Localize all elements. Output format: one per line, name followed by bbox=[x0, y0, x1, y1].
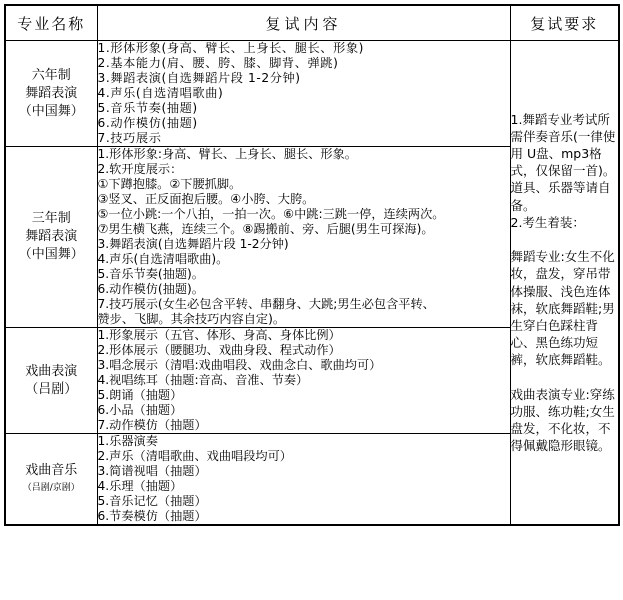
exam-table bbox=[4, 4, 620, 526]
content-item: 6.动作模仿(抽题) bbox=[97, 116, 198, 130]
major-name-line: 舞蹈表演 bbox=[25, 229, 78, 244]
content-cell bbox=[97, 147, 510, 328]
content-item: 6.小品（抽题） bbox=[97, 403, 183, 417]
content-item: 3.舞蹈表演(自选舞蹈片段 1-2分钟) bbox=[97, 71, 301, 85]
major-name-line: （中国舞） bbox=[18, 103, 84, 119]
content-item: 7.动作模仿（抽题） bbox=[97, 418, 207, 432]
content-item: 6.动作模仿(抽题)。 bbox=[97, 282, 204, 296]
content-item: 5.音乐记忆（抽题） bbox=[97, 494, 207, 508]
content-item: 赞步、飞脚。其余技巧内容自定)。 bbox=[97, 312, 286, 326]
content-cell bbox=[97, 434, 510, 526]
content-item: 4.乐理（抽题） bbox=[97, 479, 183, 493]
content-item: 1.形象展示（五官、体形、身高、身体比例） bbox=[97, 328, 341, 342]
content-item: 4.声乐(自选清唱歌曲) bbox=[97, 86, 224, 100]
content-item: 6.节奏模仿（抽题） bbox=[97, 509, 207, 523]
requirement-opera-attire: 戏曲表演专业:穿练功服、练功鞋;女生盘发，不化妆，不得佩戴隐形眼镜。 bbox=[510, 386, 615, 454]
header-requirements: 复试要求 bbox=[510, 5, 619, 41]
content-item: 1.形体形象(身高、臂长、上身长、腿长、形象) bbox=[97, 41, 364, 55]
major-cell bbox=[5, 41, 97, 147]
major-cell bbox=[5, 147, 97, 328]
content-item: 2.声乐（清唱歌曲、戏曲唱段均可） bbox=[97, 449, 292, 463]
requirement-dance-attire: 舞蹈专业:女生不化妆，盘发，穿吊带体操服、浅色连体袜，软底舞蹈鞋;男生穿白色踩柱背心、黑色练功短裤，软底舞蹈鞋。 bbox=[510, 249, 615, 368]
header-major: 专业名称 bbox=[5, 5, 97, 41]
content-item: 2.形体展示（腰腿功、戏曲身段、程式动作） bbox=[97, 343, 341, 357]
requirements-cell bbox=[510, 41, 619, 526]
major-cell bbox=[5, 328, 97, 434]
header-content: 复试内容 bbox=[97, 5, 510, 41]
content-item: 2.软开度展示： bbox=[97, 162, 183, 176]
content-item: 5.音乐节奏(抽题) bbox=[97, 101, 198, 115]
content-cell bbox=[97, 328, 510, 434]
major-cell bbox=[5, 434, 97, 526]
content-cell bbox=[97, 41, 510, 147]
major-name-line: 舞蹈表演 bbox=[25, 85, 78, 101]
content-item: 5.音乐节奏(抽题)。 bbox=[97, 267, 204, 281]
content-item: 3.唱念展示（清唱:戏曲唱段、戏曲念白、歌曲均可） bbox=[97, 358, 382, 372]
content-item: 7.技巧展示(女生必包含平转、串翻身、大跳;男生必包含平转、 bbox=[97, 297, 435, 311]
requirement-attire-title: 2.考生着装： bbox=[510, 214, 585, 230]
content-item: 3.简谱视唱（抽题） bbox=[97, 464, 207, 478]
major-name-line: 三年制 bbox=[31, 211, 71, 226]
table-row bbox=[5, 41, 619, 147]
content-item: 1.乐器演奏 bbox=[97, 434, 158, 448]
major-name-line: 戏曲表演 bbox=[25, 363, 78, 379]
content-item: 2.基本能力(肩、腰、胯、膝、脚背、弹跳) bbox=[97, 56, 339, 70]
content-item: 4.声乐(自选清唱歌曲)。 bbox=[97, 252, 229, 266]
major-name-line: 六年制 bbox=[31, 67, 71, 83]
header-row bbox=[5, 5, 619, 41]
major-name-line: （中国舞） bbox=[18, 247, 84, 262]
content-item: ③竖叉、正反面抱后腰。④小胯、大胯。 bbox=[97, 192, 315, 206]
major-name-line: 戏曲音乐 bbox=[25, 463, 78, 478]
major-name-line: （吕剧） bbox=[25, 381, 78, 397]
content-item: 4.视唱练耳（抽题:音高、音准、节奏） bbox=[97, 373, 309, 387]
content-item: ⑤一位小跳:一个八拍，一拍一次。⑥中跳:三跳一停，连续两次。 bbox=[97, 207, 445, 221]
major-name-line: （吕剧/京剧） bbox=[22, 483, 80, 493]
content-item: 5.朗诵（抽题） bbox=[97, 388, 183, 402]
requirement-music: 1.舞蹈专业考试所需伴奏音乐(一律使用 U盘、mp3格式，仅保留一首)。道具、乐器等请自备。 bbox=[510, 111, 616, 213]
content-item: ⑦男生横飞燕，连续三个。⑧踢搬前、旁、后腿(男生可探海)。 bbox=[97, 222, 434, 236]
content-item: ①下蹲抱膝。②下腰抓脚。 bbox=[97, 177, 242, 191]
content-item: 1.形体形象:身高、臂长、上身长、腿长、形象。 bbox=[97, 147, 357, 161]
content-item: 3.舞蹈表演(自选舞蹈片段 1-2分钟) bbox=[97, 237, 289, 251]
content-item: 7.技巧展示 bbox=[97, 131, 162, 145]
